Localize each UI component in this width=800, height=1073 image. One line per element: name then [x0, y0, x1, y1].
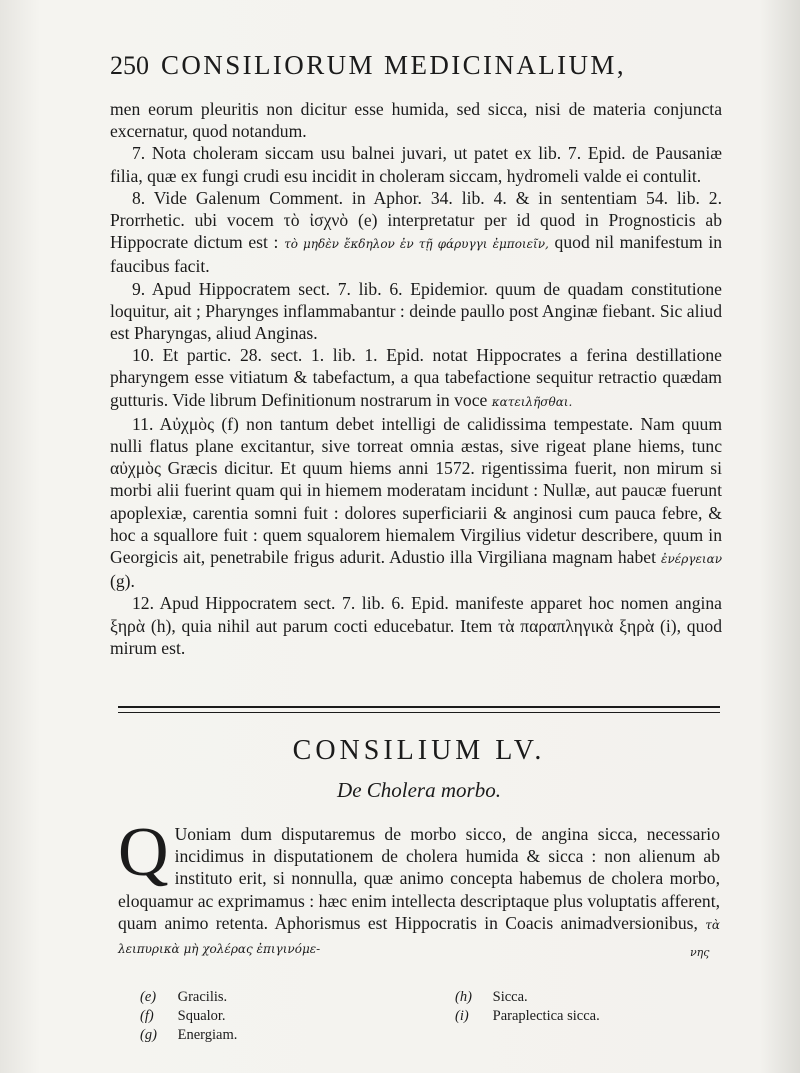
- footnote: [455, 988, 600, 1007]
- paragraph-11-text: 11. Αὐχμὸς (f) non tantum debet intelligi de calidissima tempestate. Nam quum nulli flatus plane excitantur, sive torreat omnia æstas, sive rigeat plane hiems, tunc αὐχμὸς Græcis dicitur. Et quum hiems anni 1572. rigentissima fuerit, non mirum si morbi alii fuerint quam qui in hiemem moderatam incidunt : Nullæ, aut paucæ fuerunt apoplexiæ, carentia somni fuit : dolores superficiarii & anginosi cum pauca febre, & hoc a squallore fuit : quem squalorem hiemalem Virgilius videtur describere, quum in Georgicis ait, penetrabile frigus adurit. Adustio illa Virgiliana magnam habet: [110, 413, 722, 568]
- footnote: [140, 1026, 237, 1045]
- catchword: νης: [690, 946, 710, 959]
- footnote-mark: (f): [140, 1008, 154, 1024]
- footnote-text: Gracilis.: [177, 989, 228, 1005]
- footnotes-right: [455, 988, 600, 1026]
- footnote-mark: (h): [455, 989, 472, 1005]
- greek-word: κατειλῆσθαι.: [491, 394, 573, 409]
- greek-quote: τὰ λειπυρικὰ μὴ χολέρας ἐπιγινόμε-: [118, 917, 720, 957]
- consilium-text: Uoniam dum disputaremus de morbo sicco, de angina sicca, necessario incidimus in disputationem de cholera humida & sicca : non alienum ab instituto erit, si nonnulla, quæ animo concepta habemus de cholera morbo, eloquamur ac exprimamus : hæc enim intellecta descriptaque plus voluptatis afferent, quam animo retenta. Aphorismus est Hippocratis in Coacis animadversionibus,: [118, 824, 720, 933]
- section-rule-thin: [118, 712, 720, 713]
- paragraph-10: [110, 344, 722, 413]
- paragraph-7: 7. Nota choleram siccam usu balnei juvari, ut patet ex lib. 7. Epid. de Pausaniæ filia, quæ ex fungi crudi esu incidit in choleram siccam, hydromeli valde ei contulit.: [110, 143, 722, 186]
- section-title: CONSILIUM LV.: [292, 735, 546, 766]
- greek-quote: τὸ μηδὲν ἔκδηλον ἐν τῇ φάρυγγι ἐμποιεῖν,: [284, 237, 549, 252]
- paragraph-8-end: quod nil manifestum in faucibus facit.: [110, 232, 722, 277]
- greek-word: ἐνέργειαν: [661, 552, 722, 567]
- paragraph-10-text: 10. Et partic. 28. sect. 1. lib. 1. Epid. notat Hippocrates a ferina destillatione pharyngem esse vitiatum & tabefactum, a qua tabefactione sequitur retractio quædam gutturis. Vide librum Definitionum nostrarum in voce: [110, 345, 722, 410]
- section-subtitle: De Cholera morbo.: [337, 778, 501, 802]
- paragraph-9: 9. Apud Hippocratem sect. 7. lib. 6. Epidemior. quum de quadam constitutione loquitur, ait ; Pharynges inflammabantur : deinde paullo post Anginæ fiebant. Sic aliud est Pharyngas, aliud Anginas.: [110, 278, 722, 344]
- footnotes-left: [140, 988, 237, 1045]
- consilium-paragraph: [118, 814, 720, 960]
- footnote: [140, 988, 237, 1007]
- footnote-text: Energiam.: [177, 1027, 238, 1043]
- footnote-text: Paraplectica sicca.: [492, 1008, 600, 1024]
- footnote-text: Squalor.: [177, 1008, 226, 1024]
- footnote: [455, 1007, 600, 1026]
- page-header: [110, 50, 670, 81]
- footnote-text: Sicca.: [492, 989, 528, 1005]
- paragraph-8: [110, 187, 722, 278]
- paragraph-8-text: 8. Vide Galenum Comment. in Aphor. 34. lib. 4. & in sententiam 54. lib. 2. Prorrhetic. ubi vocem τὸ ἰσχνὸ (e) interpretatur per id quod in Prognosticis ab Hippocrate dictum est :: [110, 187, 722, 253]
- footnote: [140, 1007, 237, 1026]
- paragraph-11: [110, 413, 722, 593]
- commentary-text: [110, 98, 722, 659]
- paragraph-continuation: men eorum pleuritis non dicitur esse humida, sed sicca, nisi de materia conjuncta excernatur, quod notandum.: [110, 99, 722, 142]
- footnote-mark: (g): [140, 1027, 157, 1043]
- paragraph-11-end: (g).: [110, 571, 135, 592]
- footnote-mark: (e): [140, 989, 157, 1005]
- running-head: CONSILIORUM MEDICINALIUM,: [161, 50, 626, 80]
- section-rule-thick: [118, 706, 720, 708]
- footnote-mark: (i): [455, 1008, 469, 1024]
- drop-cap: Q: [118, 814, 169, 891]
- page-number: 250: [110, 51, 149, 80]
- paragraph-12: 12. Apud Hippocratem sect. 7. lib. 6. Epid. manifeste apparet hoc nomen angina ξηρὰ (h), quia nihil aut parum cocti educebatur. Item τὰ παραπληγικὰ ξηρὰ (i), quod mirum est.: [110, 593, 722, 658]
